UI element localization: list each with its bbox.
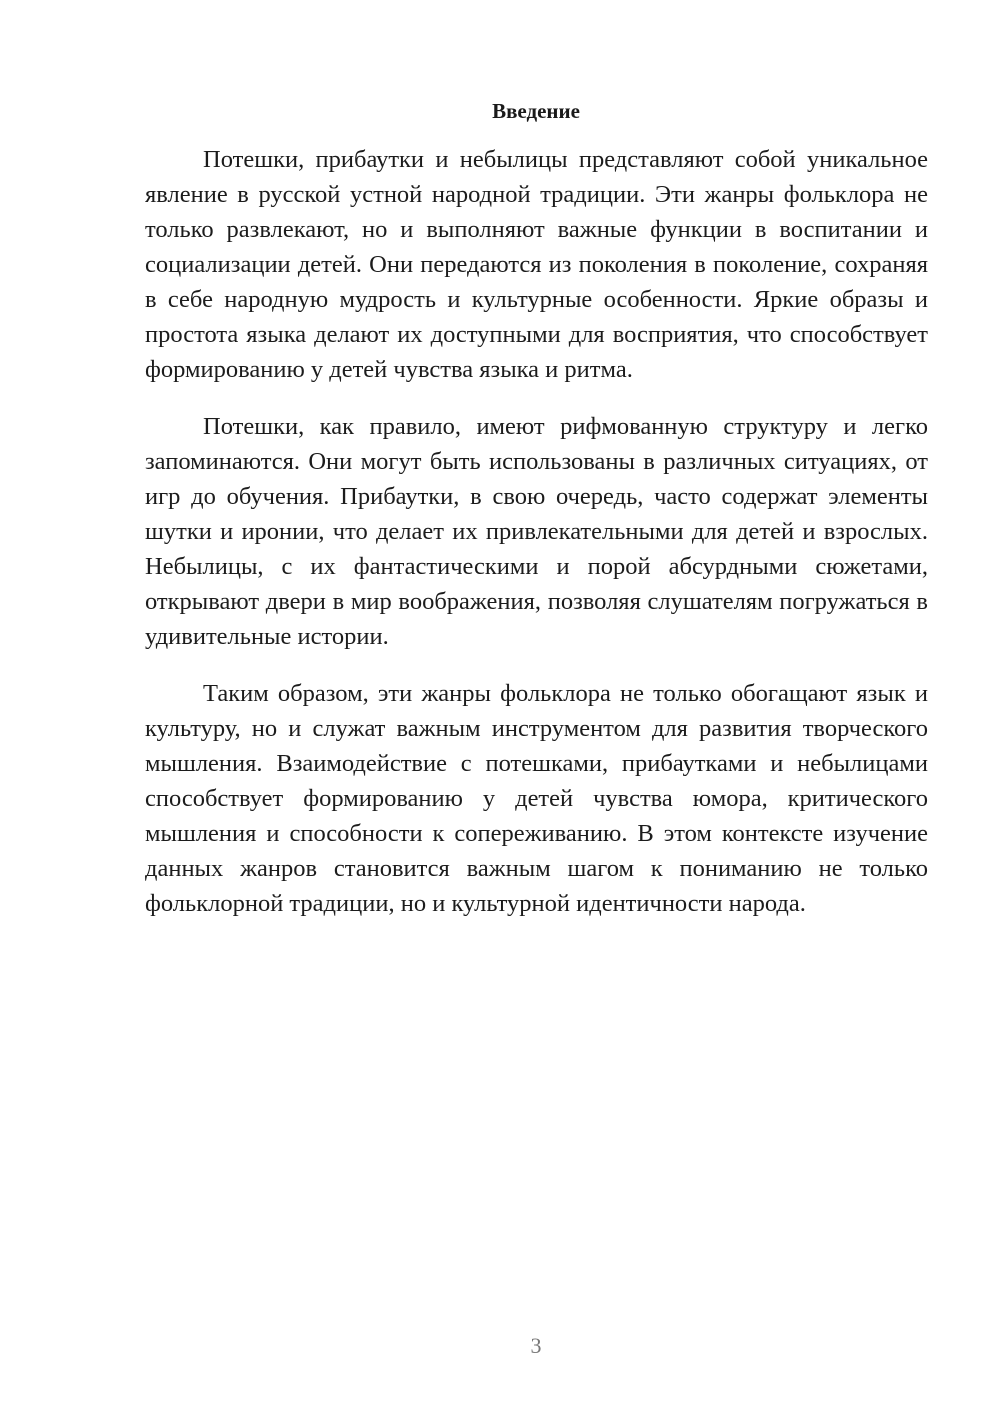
paragraph-1: Потешки, прибаутки и небылицы представляют собой уникальное явление в русской устной народной традиции. Эти жанры фольклора не только развлекают, но и выполняют важные функции в воспитании и социализации детей. Они передаются из поколения в поколение, сохраняя в себе народную мудрость и культурные особенности. Яркие образы и простота языка делают их доступными для восприятия, что способствует формированию у детей чувства языка и ритма. <box>145 146 928 383</box>
section-heading: Введение <box>492 99 580 123</box>
paragraph-2: Потешки, как правило, имеют рифмованную структуру и легко запоминаются. Они могут быть использованы в различных ситуациях, от игр до обучения. Прибаутки, в свою очередь, часто содержат элементы шутки и иронии, что делает их привлекательными для детей и взрослых. Небылицы, с их фантастическими и порой абсурдными сюжетами, открывают двери в мир воображения, позволяя слушателям погружаться в удивительные истории. <box>145 413 928 650</box>
paragraph-3: Таким образом, эти жанры фольклора не только обогащают язык и культуру, но и служат важным инструментом для развития творческого мышления. Взаимодействие с потешками, прибаутками и небылицами способствует формированию у детей чувства юмора, критического мышления и способности к сопереживанию. В этом контексте изучение данных жанров становится важным шагом к пониманию не только фольклорной традиции, но и культурной идентичности народа. <box>145 680 928 917</box>
page-number: 3 <box>530 1333 542 1358</box>
